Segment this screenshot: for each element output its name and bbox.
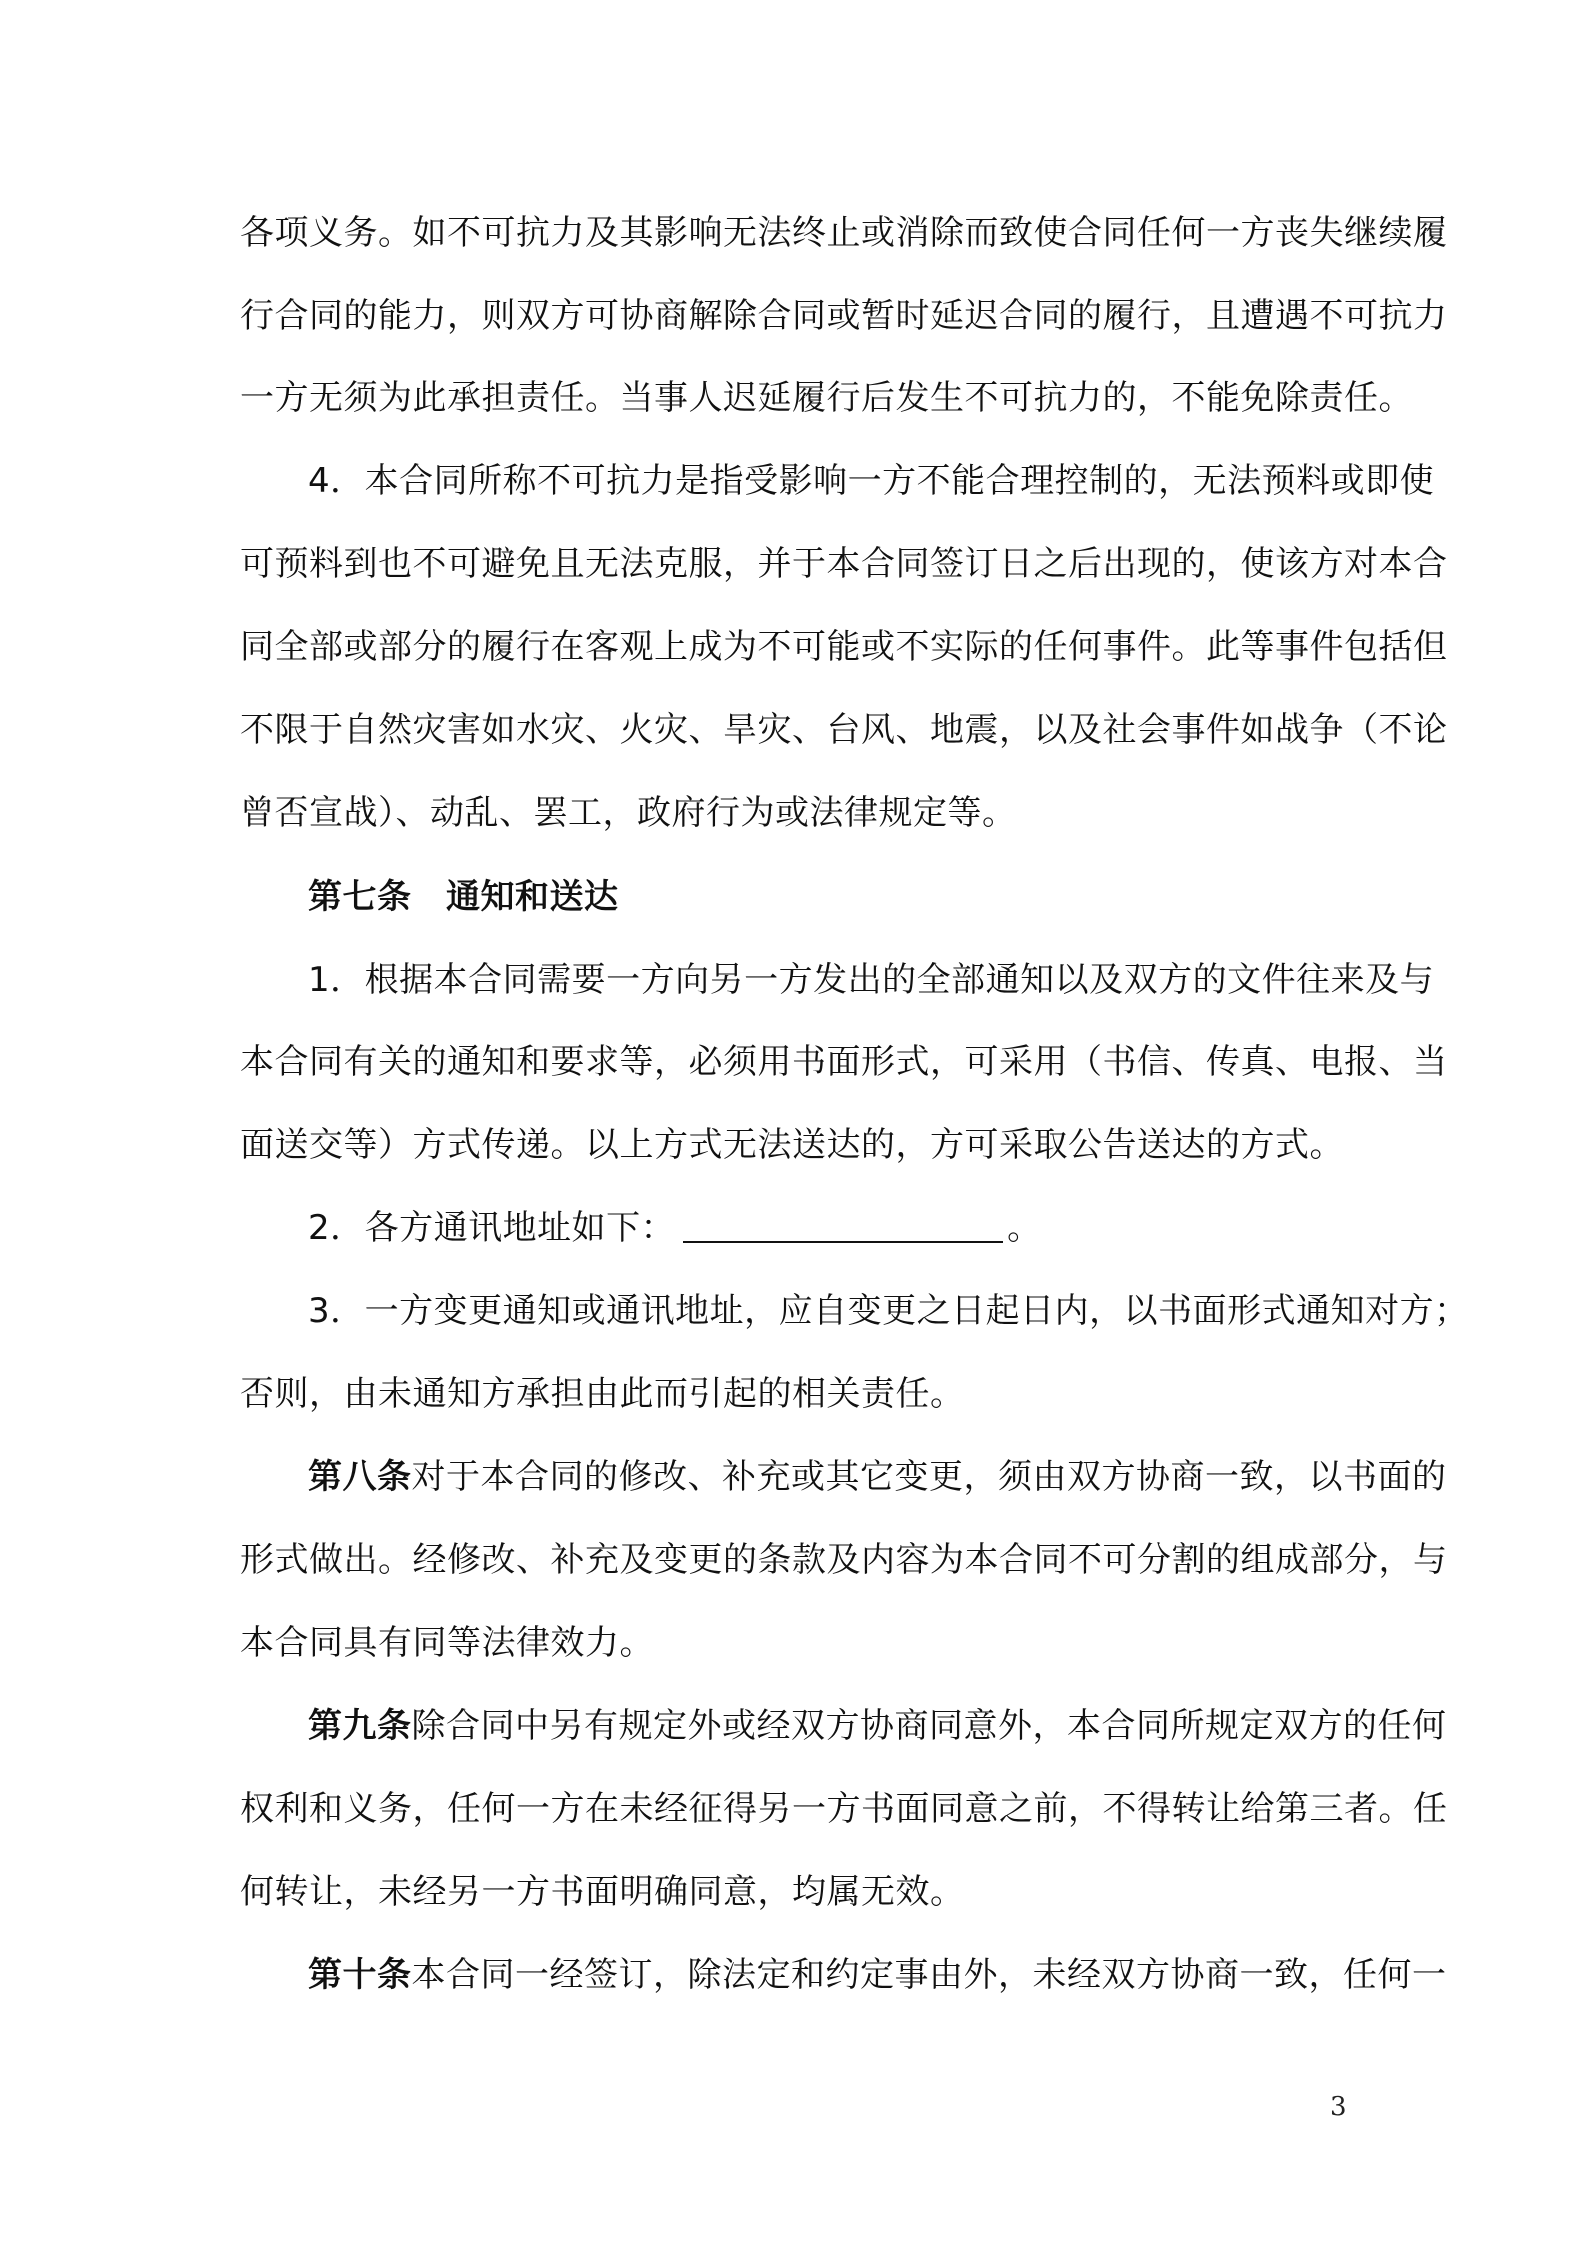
text-line: 本合同具有同等法律效力。 [240, 1623, 654, 1663]
article-heading: 第十条 [308, 1955, 412, 1995]
text-line: 1．根据本合同需要一方向另一方发出的全部通知以及双方的文件往来及与 [308, 960, 1435, 1000]
text-segment: 。 [1007, 1208, 1042, 1248]
text-line: 4．本合同所称不可抗力是指受影响一方不能合理控制的，无法预料或即使 [308, 461, 1435, 501]
fill-in-blank [683, 1211, 1003, 1243]
text-line: 权利和义务，任何一方在未经征得另一方书面同意之前，不得转让给第三者。任 [240, 1789, 1448, 1829]
address-line [308, 1206, 1428, 1250]
text-line: 否则，由未通知方承担由此而引起的相关责任。 [240, 1374, 965, 1414]
page-number: 3 [1330, 2092, 1347, 2122]
article-heading: 第九条 [308, 1706, 412, 1746]
text-line: 曾否宣战）、动乱、罢工，政府行为或法律规定等。 [240, 793, 1017, 833]
text-line: 何转让，未经另一方书面明确同意，均属无效。 [240, 1872, 965, 1912]
text-line: 同全部或部分的履行在客观上成为不可能或不实际的任何事件。此等事件包括但 [240, 627, 1448, 667]
article-heading: 第八条 [308, 1457, 412, 1497]
text-segment: 2．各方通讯地址如下： [308, 1208, 676, 1248]
article-line [308, 1455, 1447, 1499]
text-line: 形式做出。经修改、补充及变更的条款及内容为本合同不可分割的组成部分，与 [240, 1540, 1448, 1580]
text-segment: 对于本合同的修改、补充或其它变更，须由双方协商一致，以书面的 [411, 1457, 1447, 1497]
text-segment: 本合同一经签订，除法定和约定事由外，未经双方协商一致，任何一 [411, 1955, 1447, 1995]
text-line: 一方无须为此承担责任。当事人迟延履行后发生不可抗力的，不能免除责任。 [240, 378, 1413, 418]
text-line: 本合同有关的通知和要求等，必须用书面形式，可采用（书信、传真、电报、当 [240, 1042, 1448, 1082]
text-line: 可预料到也不可避免且无法克服，并于本合同签订日之后出现的，使该方对本合 [240, 544, 1448, 584]
text-line: 面送交等）方式传递。以上方式无法送达的，方可采取公告送达的方式。 [240, 1125, 1344, 1165]
section-heading: 第七条 通知和送达 [308, 877, 619, 917]
text-line: 各项义务。如不可抗力及其影响无法终止或消除而致使合同任何一方丧失继续履 [240, 213, 1448, 253]
text-segment: 除合同中另有规定外或经双方协商同意外，本合同所规定双方的任何 [411, 1706, 1447, 1746]
text-line: 行合同的能力，则双方可协商解除合同或暂时延迟合同的履行，且遭遇不可抗力 [240, 296, 1448, 336]
article-line [308, 1704, 1447, 1748]
text-line: 3．一方变更通知或通讯地址，应自变更之日起日内，以书面形式通知对方； [308, 1291, 1469, 1331]
article-line [308, 1953, 1447, 1997]
text-line: 不限于自然灾害如水灾、火灾、旱灾、台风、地震，以及社会事件如战争（不论 [240, 710, 1448, 750]
